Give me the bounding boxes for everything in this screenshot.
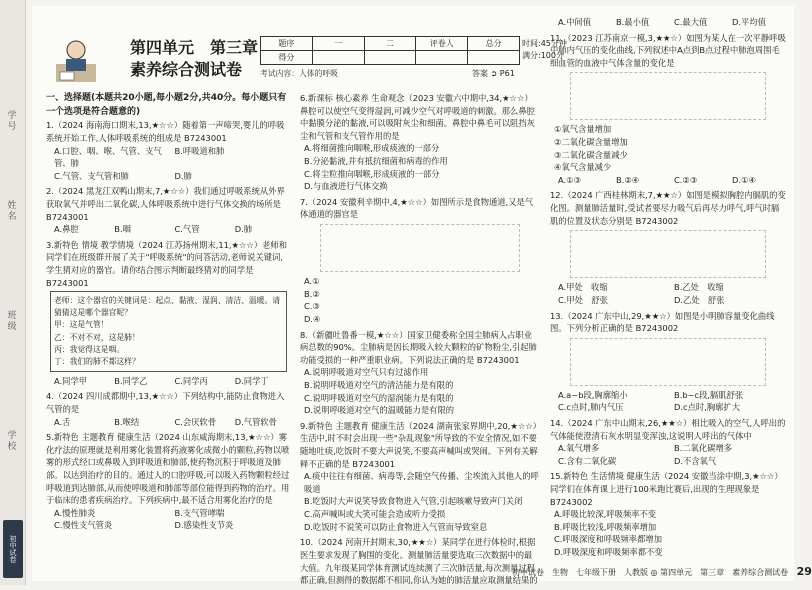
- answer-option[interactable]: B.呼吸道和肺: [174, 145, 225, 156]
- answer-option[interactable]: A.中间值: [558, 17, 592, 27]
- score-cell[interactable]: [468, 51, 520, 65]
- question: [46, 390, 291, 428]
- answer-option[interactable]: A.甲处 收缩: [558, 282, 608, 293]
- answer-option[interactable]: C.气管: [174, 224, 200, 235]
- question: [300, 420, 540, 533]
- question-stem: 10.（2024 河南开封期末,30,★★☆）某同学在进行体检时,根据医生要求发现了胸围的变化。测量肺活量要选取三次数据中的最大值。九年级某同学体育测试连续测了三次肺活量,每次测量过程都正确,但测得的数据都不相同,你认为她的肺活量应取测量结果的: [300, 537, 538, 586]
- question-stem: 9.新特色 主题教育 健康生活（2024 湖南张家界期中,20,★☆☆）生活中,时不时会出现一些"杂乱现象"所导致的不安全情况,如不要随地吐痰,吃饭时不要大声说笑,不要高声喊叫或哭闹。下列有关解释不正确的是 B7243001: [300, 420, 538, 469]
- question: [300, 329, 540, 417]
- score-cell: 得分: [261, 51, 313, 65]
- answer-option[interactable]: A.口腔、咽、喉、气管、支气管、肺: [54, 145, 162, 169]
- answer-option[interactable]: ②二氧化碳含量增加: [554, 137, 628, 148]
- options: [46, 507, 291, 532]
- column-middle: [300, 92, 540, 590]
- options: [550, 16, 786, 29]
- answer-option[interactable]: B.二氧化碳增多: [674, 443, 733, 454]
- answer-option[interactable]: B.最小值: [616, 17, 650, 27]
- answer-option[interactable]: C.含有二氧化碳: [558, 455, 617, 466]
- answer-option[interactable]: A.鼻腔: [54, 224, 79, 235]
- exam-page: [32, 6, 812, 586]
- answer-option[interactable]: C.将尘粒推向咽喉,形成痰液的一部分: [304, 168, 440, 179]
- answer-option[interactable]: A.①: [304, 276, 320, 287]
- answer-option[interactable]: D.说明呼吸道对空气的温暖能力是有限的: [304, 405, 455, 416]
- question-stem: 15.新特色 生活情境 健康生活（2024 安徽当涂中期,3,★☆☆）同学们在体育课上进行100米跑比赛后,出现的生理现象是 B7243002: [550, 471, 783, 507]
- question-stem: 13.（2024 广东中山,29,★★☆）如图是小明肺容量变化曲线图。下列分析正确的是 B7243002: [550, 310, 775, 334]
- question: [46, 119, 291, 182]
- answer-option[interactable]: D.气管软骨: [234, 416, 277, 427]
- answer-option[interactable]: A.①③: [558, 174, 582, 185]
- options: [46, 375, 291, 388]
- answer-option[interactable]: B.乙处 收缩: [674, 282, 724, 293]
- score-cell[interactable]: [364, 51, 416, 65]
- title-banner: [52, 34, 292, 86]
- answer-option[interactable]: A.慢性肺炎: [54, 507, 96, 518]
- options: [46, 416, 291, 429]
- answer-option[interactable]: D.呼吸深度和呼吸频率都不变: [554, 547, 663, 558]
- question-figure: [570, 72, 766, 120]
- student-illustration-icon: [52, 34, 100, 86]
- dialog-line: 老师：这个器官的关键词是：起点、黏液、湿润、清洁、温暖。请猜猜这是哪个器官呢？: [54, 296, 281, 318]
- page-number: 29: [796, 565, 812, 578]
- test-title: 素养综合测试卷: [130, 60, 243, 79]
- school-label: 学校: [5, 430, 16, 452]
- answer-option[interactable]: A.呼吸比较深,呼吸频率不变: [554, 509, 657, 520]
- question-stem: 6.新课标 核心素养 生命观念（2023 安徽六中期中,34,★☆☆）鼻腔可以使空气变得湿润,可减少空气对呼吸道的刺激。那么鼻腔中黏膜分泌的黏液,可以吸附灰尘和细菌。鼻腔中鼻毛可以阻挡灰尘和气管和支气管作用的是: [300, 93, 535, 141]
- question-stem: 4.（2024 四川成都期中,13,★☆☆）下列结构中,能防止食物进入气管的是: [46, 391, 285, 414]
- answer-option[interactable]: D.肺: [234, 224, 253, 235]
- answer-option[interactable]: C.③: [304, 301, 320, 312]
- options: [550, 281, 786, 306]
- answer-option[interactable]: B.咽: [114, 224, 131, 235]
- score-cell[interactable]: [416, 51, 468, 65]
- answer-option[interactable]: D.不含氧气: [674, 455, 717, 466]
- answer-option[interactable]: C.c点时,肺内气压: [558, 402, 624, 413]
- answer-option[interactable]: D.①④: [732, 174, 756, 185]
- answer-option[interactable]: D.肺: [174, 170, 192, 181]
- question: [550, 16, 786, 29]
- score-cell: 评卷人: [416, 37, 468, 51]
- answer-option[interactable]: ③二氧化碳含量减少: [554, 149, 628, 160]
- question-stem: 1.（2024 海南海口期末,13,★☆☆）随着第一声啼哭,婴儿的呼吸系统开始工作,人体呼吸系统的组成是 B7243001: [46, 120, 285, 143]
- question: [300, 536, 540, 586]
- binding-spine: [0, 0, 26, 585]
- answer-option[interactable]: B.b~c段,膈肌舒张: [674, 389, 744, 400]
- question-stem: 3.新特色 情境 教学情境（2024 江苏扬州期末,11,★☆☆）老师和同学们在班级群开展了关于"呼吸系统"的问答活动,老师说关键词,学生猜对应的器官。请你结合图示判断最终猜对的同学是 B7243001: [46, 239, 288, 288]
- score-cell: 二: [364, 37, 416, 51]
- question: [46, 239, 291, 388]
- question-stem: 8.（新疆吐鲁番一模,★☆☆）国家卫健委称全国尘肺病人占职业病总数的90%。尘肺病是因长期吸入较大颗粒的矿物粉尘,引起肺功能受损的一种严重职业病。下列说法正确的是 B7243001: [300, 329, 537, 365]
- answer-option[interactable]: A.将细菌推向咽喉,形成痰液的一部分: [304, 143, 440, 154]
- dialog-line: 丙：我觉得这是咽。: [54, 344, 125, 354]
- question: [300, 196, 540, 326]
- options: [550, 389, 786, 414]
- name-label: 姓名: [5, 200, 16, 222]
- class-label: 班级: [5, 310, 16, 332]
- column-right: [550, 16, 786, 562]
- answer-option[interactable]: D.④: [304, 313, 321, 324]
- answer-option[interactable]: ①氧气含量增加: [554, 124, 612, 135]
- score-cell: 总分: [468, 37, 520, 51]
- answer-option[interactable]: D.同学丁: [234, 375, 269, 386]
- answer-reference: 答案 ➲ P61: [472, 69, 515, 78]
- score-cell: 一: [312, 37, 364, 51]
- question-stem: 5.新特色 主题教育 健康生活（2024 山东威海期末,13,★☆☆）雾化疗法的原理就是利用雾化装置将药液雾化成微小的颗粒,药物以喷雾的形式经口或鼻吸入到呼吸道和肺部,使药物沉积于呼吸道及肺部。以达到治疗的目的。通过人的口腔呼吸,可以吸入药物颗粒经过呼吸道到达肺部,从而使呼吸道和肺部等部位能得到药物的治疗。用于临床的患者疾病治疗。下列疾病中,最不适合用雾化治疗的是: [46, 432, 290, 506]
- question-stem: 11.（2023 江苏南京一模,3,★★☆）如图为某人在一次平静呼吸中肺内气压的变化曲线,下列叙述中A点到B点过程中肺泡周围毛细血管的血液中气体含量的变化是: [550, 32, 786, 68]
- score-cell[interactable]: [312, 51, 364, 65]
- answer-option[interactable]: C.会厌软骨: [174, 416, 217, 427]
- unit-title: 第四单元 第三章: [130, 38, 259, 57]
- time-limit: 时间:45分钟: [522, 39, 567, 48]
- answer-option[interactable]: A.痰中往往有细菌、病毒等,会随空气传播、尘埃流入其他人的呼吸道: [304, 471, 539, 494]
- answer-option[interactable]: B.同学乙: [114, 375, 148, 386]
- dialog-line: 甲：这是气管！: [54, 320, 109, 330]
- options: [300, 366, 540, 416]
- options: [550, 508, 786, 558]
- answer-option[interactable]: ④氧气含量减少: [554, 162, 612, 173]
- footer-text: 初中试卷 生物 七年级下册 人教版 ◎ 第四单元 第三章 素养综合测试卷: [512, 568, 789, 577]
- answer-option[interactable]: A.说明呼吸道对空气只有过滤作用: [304, 367, 429, 378]
- question: [46, 185, 291, 235]
- answer-option[interactable]: B.分泌黏液,并有抵抗细菌和病毒的作用: [304, 156, 448, 167]
- answer-option[interactable]: B.②④: [616, 174, 640, 185]
- answer-option[interactable]: C.②③: [674, 174, 698, 185]
- dialog-line: 乙：不对不对，这是肺！: [54, 332, 140, 342]
- question-figure: [570, 338, 766, 386]
- answer-option[interactable]: B.支气管哮喘: [174, 507, 225, 518]
- student-id-label: 学号: [5, 110, 16, 132]
- answer-option[interactable]: D.吃饭时不说笑可以防止食物进入气管而导致窒息: [304, 521, 488, 532]
- publisher-logo: 初中试卷: [3, 520, 23, 578]
- question-figure: [570, 230, 766, 278]
- score-cell: 题序: [261, 37, 313, 51]
- answer-option[interactable]: C.呼吸深度和呼吸频率都增加: [554, 534, 662, 545]
- exam-content: 考试内容：人体的呼吸: [260, 69, 338, 78]
- column-left: [46, 92, 291, 535]
- options: [550, 123, 786, 173]
- options: [46, 223, 291, 236]
- answer-option[interactable]: B.②: [304, 288, 320, 299]
- dialog-line: 丁：我们的肺不都这样？: [54, 356, 140, 366]
- answer-option[interactable]: C.同学丙: [174, 375, 208, 386]
- answer-option[interactable]: D.乙处 舒张: [674, 294, 725, 305]
- answer-option[interactable]: B.喉结: [114, 416, 140, 427]
- answer-option[interactable]: A.同学甲: [54, 375, 88, 386]
- options: [550, 442, 786, 467]
- section-heading: 一、选择题(本题共20小题,每小题2分,共40分。每小题只有一个选项是符合题意的): [46, 93, 287, 117]
- full-score: 满分:100分: [522, 50, 564, 60]
- question: [550, 32, 786, 187]
- answer-option[interactable]: C.甲处 舒张: [558, 294, 608, 305]
- answer-option[interactable]: C.高声喊叫或大笑可能会造成听力受损: [304, 509, 446, 520]
- question: [300, 92, 540, 193]
- options: [550, 174, 786, 187]
- answer-option[interactable]: D.c点时,胸廓扩大: [674, 402, 741, 413]
- answer-option[interactable]: A.舌: [54, 416, 71, 427]
- answer-option[interactable]: D.与血液进行气体交换: [304, 181, 388, 192]
- question-stem: 12.（2024 广西桂林期末,7,★★☆）如图是模拟胸腔内膈肌的变化图。测量肺活量时,受试者要尽力吸气后再尽力呼气,呼气时膈肌的位置及状态分别是 B7243002: [550, 190, 786, 226]
- dialog-box: [50, 291, 287, 371]
- question: [550, 470, 786, 558]
- score-table: [260, 36, 520, 65]
- answer-option[interactable]: A.a~b段,胸廓缩小: [558, 389, 628, 400]
- question-stem: 14.（2024 广东中山期末,26,★★☆）相比吸入的空气,人呼出的气体能使澄清石灰水明显变浑浊,这说明人呼出的气体中: [550, 417, 786, 441]
- answer-option[interactable]: D.平均值: [732, 17, 766, 27]
- answer-option[interactable]: B.呼吸比较浅,呼吸频率增加: [554, 521, 657, 532]
- question: [550, 417, 786, 467]
- question: [550, 310, 786, 414]
- answer-option[interactable]: B.吃饭时大声说笑导致食物进入气管,引起咳嗽导致声门关闭: [304, 496, 523, 507]
- question-stem: 7.（2024 安徽利辛期中,4,★☆☆）如图所示是食物通道,又是气体通道的器官是: [300, 196, 534, 220]
- options: [46, 145, 291, 183]
- page-footer: [512, 564, 812, 581]
- answer-option[interactable]: C.说明呼吸道对空气的湿润能力是有限的: [304, 392, 454, 403]
- question: [46, 431, 291, 532]
- question: [550, 189, 786, 306]
- options: [300, 275, 540, 325]
- answer-option[interactable]: D.感染性支节炎: [174, 520, 234, 531]
- answer-option[interactable]: C.气管、支气管和肺: [54, 170, 129, 181]
- answer-option[interactable]: C.慢性支气管炎: [54, 520, 113, 531]
- options: [300, 470, 540, 533]
- question-figure: [320, 224, 520, 272]
- question-stem: 2.（2024 黑龙江双鸭山期末,7,★☆☆）我们通过呼吸系统从外界获取氧气并呼出二氧化碳,人体呼吸系统中进行气体交换的场所是 B7243001: [46, 186, 285, 222]
- answer-option[interactable]: B.说明呼吸道对空气的清洁能力是有限的: [304, 379, 454, 390]
- answer-option[interactable]: C.最大值: [674, 17, 708, 27]
- answer-option[interactable]: A.氧气增多: [558, 443, 600, 454]
- options: [300, 142, 540, 192]
